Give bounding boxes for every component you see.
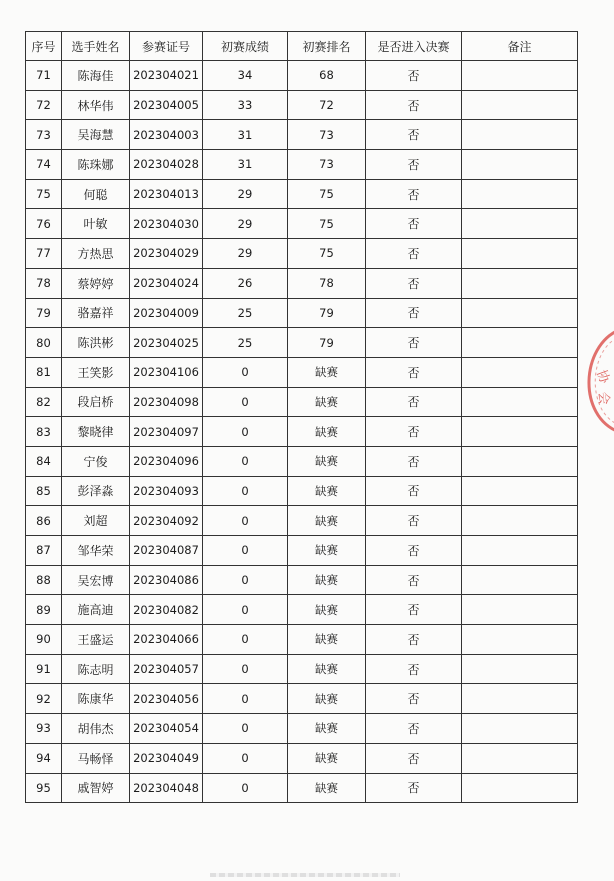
table-row <box>26 536 578 566</box>
rank-cell: 缺赛 <box>288 506 366 536</box>
name-cell: 何聪 <box>62 179 130 209</box>
entry-id-cell: 202304049 <box>130 743 203 773</box>
score-cell: 0 <box>203 773 288 803</box>
serial-cell: 79 <box>26 298 62 328</box>
entry-id-cell: 202304106 <box>130 357 203 387</box>
table-row <box>26 209 578 239</box>
rank-cell: 68 <box>288 61 366 91</box>
entry-id-cell: 202304030 <box>130 209 203 239</box>
name-cell: 刘超 <box>62 506 130 536</box>
entry-id-cell: 202304024 <box>130 268 203 298</box>
entry-id-cell: 202304098 <box>130 387 203 417</box>
notes-cell <box>462 654 578 684</box>
serial-cell: 83 <box>26 417 62 447</box>
table-row <box>26 625 578 655</box>
rank-cell: 缺赛 <box>288 476 366 506</box>
name-cell: 宁俊 <box>62 446 130 476</box>
header-final-entry: 是否进入决赛 <box>366 32 462 61</box>
serial-cell: 71 <box>26 61 62 91</box>
table-row <box>26 714 578 744</box>
entry-id-cell: 202304092 <box>130 506 203 536</box>
rank-cell: 73 <box>288 120 366 150</box>
rank-cell: 缺赛 <box>288 387 366 417</box>
entry-id-cell: 202304093 <box>130 476 203 506</box>
serial-cell: 84 <box>26 446 62 476</box>
score-cell: 0 <box>203 417 288 447</box>
table-row <box>26 120 578 150</box>
score-cell: 31 <box>203 120 288 150</box>
name-cell: 陈康华 <box>62 684 130 714</box>
table-row <box>26 446 578 476</box>
rank-cell: 75 <box>288 239 366 269</box>
entry-id-cell: 202304009 <box>130 298 203 328</box>
rank-cell: 缺赛 <box>288 743 366 773</box>
notes-cell <box>462 476 578 506</box>
header-entry-id: 参赛证号 <box>130 32 203 61</box>
svg-text:会: 会 <box>595 391 612 406</box>
name-cell: 王笑影 <box>62 357 130 387</box>
entry-id-cell: 202304086 <box>130 565 203 595</box>
name-cell: 陈洪彬 <box>62 328 130 358</box>
serial-cell: 81 <box>26 357 62 387</box>
results-sheet <box>25 31 578 803</box>
table-row <box>26 654 578 684</box>
table-row <box>26 476 578 506</box>
notes-cell <box>462 714 578 744</box>
final-entry-cell: 否 <box>366 595 462 625</box>
serial-cell: 76 <box>26 209 62 239</box>
final-entry-cell: 否 <box>366 506 462 536</box>
entry-id-cell: 202304057 <box>130 654 203 684</box>
name-cell: 黎晓律 <box>62 417 130 447</box>
name-cell: 林华伟 <box>62 90 130 120</box>
final-entry-cell: 否 <box>366 61 462 91</box>
final-entry-cell: 否 <box>366 120 462 150</box>
score-cell: 33 <box>203 90 288 120</box>
notes-cell <box>462 506 578 536</box>
name-cell: 戚智婷 <box>62 773 130 803</box>
serial-cell: 88 <box>26 565 62 595</box>
final-entry-cell: 否 <box>366 298 462 328</box>
score-cell: 26 <box>203 268 288 298</box>
serial-cell: 94 <box>26 743 62 773</box>
serial-cell: 78 <box>26 268 62 298</box>
entry-id-cell: 202304056 <box>130 684 203 714</box>
table-row <box>26 387 578 417</box>
entry-id-cell: 202304021 <box>130 61 203 91</box>
rank-cell: 缺赛 <box>288 714 366 744</box>
rank-cell: 缺赛 <box>288 446 366 476</box>
final-entry-cell: 否 <box>366 565 462 595</box>
serial-cell: 77 <box>26 239 62 269</box>
score-cell: 0 <box>203 446 288 476</box>
rank-cell: 72 <box>288 90 366 120</box>
table-row <box>26 684 578 714</box>
serial-cell: 85 <box>26 476 62 506</box>
header-name: 选手姓名 <box>62 32 130 61</box>
notes-cell <box>462 239 578 269</box>
notes-cell <box>462 446 578 476</box>
rank-cell: 78 <box>288 268 366 298</box>
score-cell: 0 <box>203 476 288 506</box>
final-entry-cell: 否 <box>366 387 462 417</box>
header-serial: 序号 <box>26 32 62 61</box>
name-cell: 叶敏 <box>62 209 130 239</box>
table-row <box>26 595 578 625</box>
notes-cell <box>462 387 578 417</box>
entry-id-cell: 202304028 <box>130 150 203 180</box>
header-prelim-rank: 初赛排名 <box>288 32 366 61</box>
table-row <box>26 743 578 773</box>
entry-id-cell: 202304005 <box>130 90 203 120</box>
score-cell: 0 <box>203 506 288 536</box>
score-cell: 0 <box>203 625 288 655</box>
table-row <box>26 417 578 447</box>
final-entry-cell: 否 <box>366 625 462 655</box>
final-entry-cell: 否 <box>366 357 462 387</box>
serial-cell: 73 <box>26 120 62 150</box>
table-row <box>26 150 578 180</box>
results-table <box>25 31 578 803</box>
score-cell: 0 <box>203 536 288 566</box>
table-row <box>26 239 578 269</box>
name-cell: 陈志明 <box>62 654 130 684</box>
rank-cell: 缺赛 <box>288 625 366 655</box>
final-entry-cell: 否 <box>366 209 462 239</box>
entry-id-cell: 202304054 <box>130 714 203 744</box>
entry-id-cell: 202304029 <box>130 239 203 269</box>
final-entry-cell: 否 <box>366 714 462 744</box>
name-cell: 马畅怿 <box>62 743 130 773</box>
rank-cell: 75 <box>288 179 366 209</box>
notes-cell <box>462 268 578 298</box>
notes-cell <box>462 357 578 387</box>
name-cell: 彭泽淼 <box>62 476 130 506</box>
notes-cell <box>462 773 578 803</box>
rank-cell: 缺赛 <box>288 357 366 387</box>
notes-cell <box>462 298 578 328</box>
rank-cell: 79 <box>288 328 366 358</box>
notes-cell <box>462 209 578 239</box>
name-cell: 施高迪 <box>62 595 130 625</box>
final-entry-cell: 否 <box>366 476 462 506</box>
score-cell: 0 <box>203 743 288 773</box>
score-cell: 0 <box>203 357 288 387</box>
name-cell: 陈珠娜 <box>62 150 130 180</box>
rank-cell: 缺赛 <box>288 536 366 566</box>
final-entry-cell: 否 <box>366 150 462 180</box>
entry-id-cell: 202304097 <box>130 417 203 447</box>
rank-cell: 缺赛 <box>288 773 366 803</box>
notes-cell <box>462 565 578 595</box>
score-cell: 0 <box>203 565 288 595</box>
rank-cell: 缺赛 <box>288 684 366 714</box>
header-notes: 备注 <box>462 32 578 61</box>
rank-cell: 79 <box>288 298 366 328</box>
notes-cell <box>462 328 578 358</box>
final-entry-cell: 否 <box>366 536 462 566</box>
notes-cell <box>462 743 578 773</box>
final-entry-cell: 否 <box>366 446 462 476</box>
table-body <box>26 61 578 803</box>
serial-cell: 80 <box>26 328 62 358</box>
entry-id-cell: 202304025 <box>130 328 203 358</box>
table-row <box>26 506 578 536</box>
serial-cell: 86 <box>26 506 62 536</box>
serial-cell: 82 <box>26 387 62 417</box>
score-cell: 29 <box>203 209 288 239</box>
table-row <box>26 773 578 803</box>
notes-cell <box>462 625 578 655</box>
score-cell: 29 <box>203 179 288 209</box>
score-cell: 25 <box>203 328 288 358</box>
score-cell: 34 <box>203 61 288 91</box>
final-entry-cell: 否 <box>366 268 462 298</box>
rank-cell: 73 <box>288 150 366 180</box>
entry-id-cell: 202304013 <box>130 179 203 209</box>
table-row <box>26 179 578 209</box>
serial-cell: 92 <box>26 684 62 714</box>
rank-cell: 缺赛 <box>288 654 366 684</box>
table-row <box>26 565 578 595</box>
entry-id-cell: 202304087 <box>130 536 203 566</box>
serial-cell: 75 <box>26 179 62 209</box>
rank-cell: 缺赛 <box>288 595 366 625</box>
rank-cell: 缺赛 <box>288 565 366 595</box>
official-seal <box>573 326 614 436</box>
table-row <box>26 357 578 387</box>
name-cell: 蔡婷婷 <box>62 268 130 298</box>
final-entry-cell: 否 <box>366 239 462 269</box>
score-cell: 25 <box>203 298 288 328</box>
score-cell: 0 <box>203 654 288 684</box>
final-entry-cell: 否 <box>366 328 462 358</box>
entry-id-cell: 202304066 <box>130 625 203 655</box>
final-entry-cell: 否 <box>366 90 462 120</box>
notes-cell <box>462 120 578 150</box>
final-entry-cell: 否 <box>366 773 462 803</box>
table-row <box>26 268 578 298</box>
score-cell: 0 <box>203 684 288 714</box>
notes-cell <box>462 536 578 566</box>
header-prelim-score: 初赛成绩 <box>203 32 288 61</box>
header-row <box>26 32 578 61</box>
name-cell: 吴宏博 <box>62 565 130 595</box>
score-cell: 29 <box>203 239 288 269</box>
notes-cell <box>462 417 578 447</box>
serial-cell: 95 <box>26 773 62 803</box>
name-cell: 段启桥 <box>62 387 130 417</box>
table-row <box>26 90 578 120</box>
serial-cell: 87 <box>26 536 62 566</box>
notes-cell <box>462 150 578 180</box>
name-cell: 胡伟杰 <box>62 714 130 744</box>
notes-cell <box>462 61 578 91</box>
notes-cell <box>462 595 578 625</box>
score-cell: 0 <box>203 387 288 417</box>
table-row <box>26 61 578 91</box>
name-cell: 王盛运 <box>62 625 130 655</box>
score-cell: 0 <box>203 595 288 625</box>
final-entry-cell: 否 <box>366 179 462 209</box>
final-entry-cell: 否 <box>366 743 462 773</box>
rank-cell: 缺赛 <box>288 417 366 447</box>
serial-cell: 91 <box>26 654 62 684</box>
notes-cell <box>462 90 578 120</box>
svg-text:协: 协 <box>593 368 612 386</box>
name-cell: 骆嘉祥 <box>62 298 130 328</box>
table-row <box>26 328 578 358</box>
scan-artifact <box>210 873 400 877</box>
name-cell: 吴海慧 <box>62 120 130 150</box>
serial-cell: 90 <box>26 625 62 655</box>
name-cell: 陈海佳 <box>62 61 130 91</box>
serial-cell: 74 <box>26 150 62 180</box>
final-entry-cell: 否 <box>366 654 462 684</box>
rank-cell: 75 <box>288 209 366 239</box>
notes-cell <box>462 684 578 714</box>
table-row <box>26 298 578 328</box>
serial-cell: 89 <box>26 595 62 625</box>
name-cell: 邹华荣 <box>62 536 130 566</box>
score-cell: 0 <box>203 714 288 744</box>
final-entry-cell: 否 <box>366 417 462 447</box>
entry-id-cell: 202304003 <box>130 120 203 150</box>
serial-cell: 72 <box>26 90 62 120</box>
final-entry-cell: 否 <box>366 684 462 714</box>
notes-cell <box>462 179 578 209</box>
entry-id-cell: 202304082 <box>130 595 203 625</box>
entry-id-cell: 202304048 <box>130 773 203 803</box>
name-cell: 方热思 <box>62 239 130 269</box>
serial-cell: 93 <box>26 714 62 744</box>
entry-id-cell: 202304096 <box>130 446 203 476</box>
score-cell: 31 <box>203 150 288 180</box>
